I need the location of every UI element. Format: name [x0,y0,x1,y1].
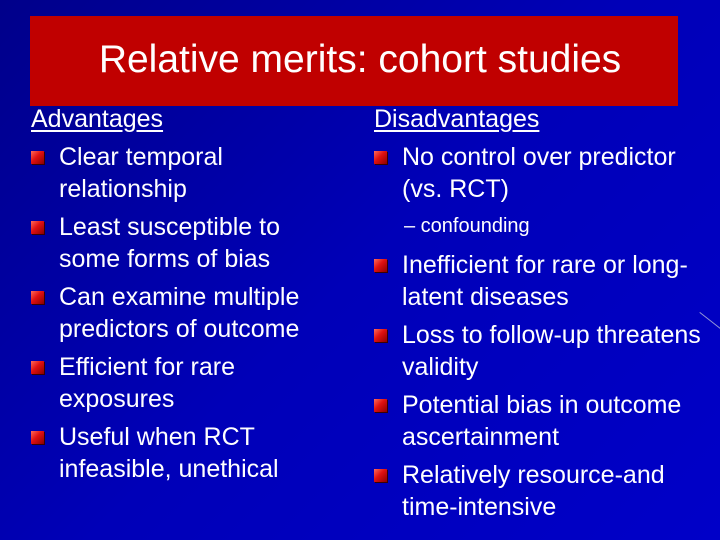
disadvantage-item [374,249,714,314]
bullet-icon [374,469,387,482]
bullet-icon [374,259,387,272]
bullet-icon [374,151,387,164]
advantages-list [31,141,343,486]
disadvantage-item [374,141,714,206]
disadvantages-heading: Disadvantages [374,105,540,133]
advantages-heading: Advantages [31,105,164,133]
advantage-text: Efficient for rare exposures [59,352,236,413]
disadvantages-list [374,141,714,206]
advantage-item [31,141,343,206]
disadvantage-text: Potential bias in outcome ascertainment [402,390,682,451]
advantage-text: Clear temporal relationship [59,142,223,203]
disadvantage-sub-item: – confounding [404,214,530,237]
advantage-item [31,421,343,486]
disadvantage-text: Inefficient for rare or long-latent diseases [402,250,688,311]
advantage-item [31,351,343,416]
disadvantage-item [374,389,714,454]
advantages-column [31,103,343,486]
disadvantage-item [374,459,714,524]
bullet-icon [31,151,44,164]
disadvantage-text: Relatively resource-and time-intensive [402,460,665,521]
bullet-icon [31,361,44,374]
disadvantages-column [374,103,714,524]
bullet-icon [374,399,387,412]
advantage-text: Can examine multiple predictors of outcome [59,282,300,343]
bullet-icon [374,329,387,342]
bullet-icon [31,431,44,444]
advantage-text: Least susceptible to some forms of bias [59,212,280,273]
disadvantage-item [374,319,714,384]
disadvantage-text: No control over predictor (vs. RCT) [402,142,676,203]
bullet-icon [31,291,44,304]
disadvantages-list-continued [374,249,714,524]
advantage-item [31,281,343,346]
bullet-icon [31,221,44,234]
advantage-item [31,211,343,276]
slide-title: Relative merits: cohort studies [98,38,622,81]
advantage-text: Useful when RCT infeasible, unethical [59,422,279,483]
disadvantage-text: Loss to follow-up threatens validity [402,320,701,381]
